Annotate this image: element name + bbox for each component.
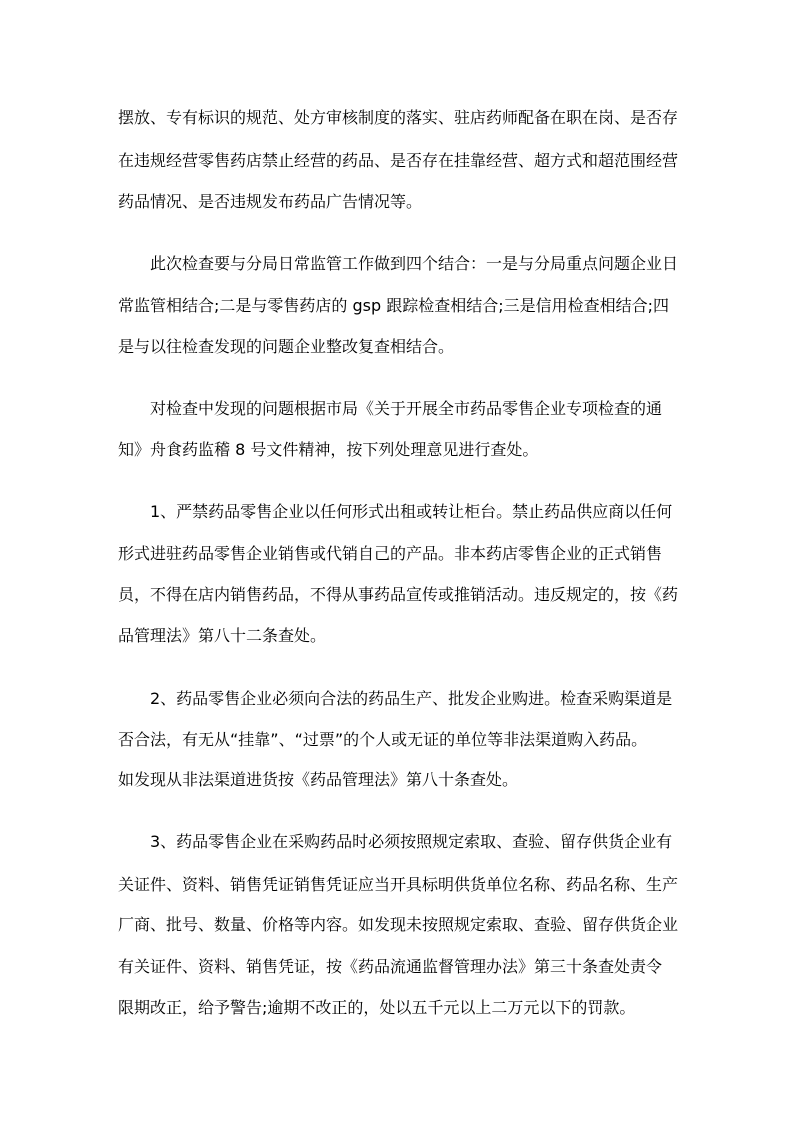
paragraph-line: 此次检查要与分局日常监管工作做到四个结合：一是与分局重点问题企业日 — [150, 254, 679, 273]
paragraph-line: 否合法，有无从“挂靠”、“过票”的个人或无证的单位等非法渠道购入药品。 — [118, 730, 648, 749]
paragraph-line: 员，不得在店内销售药品，不得从事药品宣传或推销活动。违反规定的，按《药 — [118, 585, 679, 604]
paragraph-line: 关证件、资料、销售凭证销售凭证应当开具标明供货单位名称、药品名称、生产 — [118, 875, 679, 894]
paragraph-line: 厂商、批号、数量、价格等内容。如发现未按照规定索取、查验、留存供货企业 — [118, 915, 679, 934]
paragraph-line: 2、药品零售企业必须向合法的药品生产、批发企业购进。检查采购渠道是 — [150, 689, 673, 708]
paragraph-line: 品管理法》第八十二条查处。 — [118, 626, 327, 645]
paragraph-line: 在违规经营零售药店禁止经营的药品、是否存在挂靠经营、超方式和超范围经营 — [118, 151, 679, 170]
paragraph-line: 如发现从非法渠道进货按《药品管理法》第八十条查处。 — [118, 770, 519, 789]
paragraph-line: 形式进驻药品零售企业销售或代销自己的产品。非本药店零售企业的正式销售 — [118, 544, 663, 563]
paragraph-line: 常监管相结合;二是与零售药店的 gsp 跟踪检查相结合;三是信用检查相结合;四 — [118, 296, 669, 315]
paragraph-line: 1、严禁药品零售企业以任何形式出租或转让柜台。禁止药品供应商以任何 — [150, 502, 673, 521]
paragraph-line: 摆放、专有标识的规范、处方审核制度的落实、驻店药师配备在职在岗、是否存 — [118, 108, 679, 127]
paragraph-line: 药品情况、是否违规发布药品广告情况等。 — [118, 192, 423, 211]
paragraph-line: 3、药品零售企业在采购药品时必须按照规定索取、查验、留存供货企业有 — [150, 832, 673, 851]
paragraph-line: 有关证件、资料、销售凭证，按《药品流通监督管理办法》第三十条查处责令 — [118, 957, 663, 976]
paragraph-line: 知》舟食药监稽 8 号文件精神，按下列处理意见进行查处。 — [118, 440, 539, 459]
paragraph-line: 对检查中发现的问题根据市局《关于开展全市药品零售企业专项检查的通 — [150, 399, 663, 418]
paragraph-line: 限期改正，给予警告;逾期不改正的，处以五千元以上二万元以下的罚款。 — [118, 998, 636, 1017]
paragraph-line: 是与以往检查发现的问题企业整改复查相结合。 — [118, 337, 455, 356]
